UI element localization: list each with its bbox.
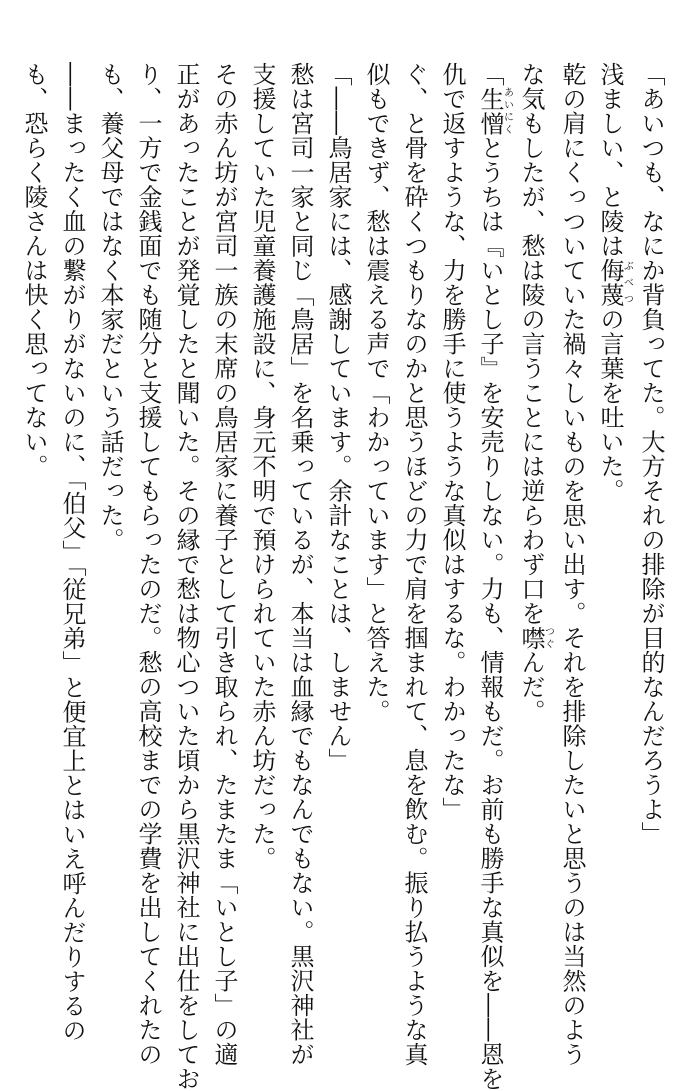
- text-segment: 「: [476, 62, 504, 87]
- text-segment: 似もできず、愁は震える声で「わかっています」と答えた。: [362, 62, 390, 724]
- text-segment: んだ。: [517, 650, 545, 724]
- text-line: [129, 62, 167, 962]
- vertical-text-body: [20, 62, 670, 962]
- text-line: [205, 62, 243, 962]
- ruby-word: [596, 258, 624, 307]
- ruby-base: 生憎: [476, 87, 504, 136]
- text-segment: とうちは『いとし子』を安売りしない。力も、情報もだ。お前も勝手な真似を――恩を: [476, 136, 504, 1091]
- ruby-annotation: つぐ: [543, 626, 554, 651]
- text-line: [395, 62, 433, 962]
- ruby-word: [476, 87, 504, 136]
- text-line: [167, 62, 205, 962]
- ruby-annotation: あいにく: [502, 87, 513, 136]
- text-segment: り、一方で金銭面でも随分と支援してもらったのだ。愁の高校までの学費を出してくれたの: [134, 62, 162, 1067]
- text-line: [433, 62, 471, 962]
- text-line: [91, 62, 129, 962]
- ruby-word: [517, 626, 545, 651]
- text-segment: 「――鳥居家には、感謝しています。余計なことは、しません」: [324, 62, 352, 773]
- ruby-base: 侮蔑: [596, 258, 624, 307]
- text-line: [632, 62, 670, 962]
- text-segment: 正があったことが発覚したと聞いた。その縁で愁は物心ついた頃から黒沢神社に出仕をしてお: [172, 62, 200, 1091]
- text-line: [357, 62, 395, 962]
- text-segment: 浅ましい、と陵は: [596, 62, 624, 258]
- text-segment: 支援していた児童養護施設に、身元不明で預けられていた赤ん坊だった。: [248, 62, 276, 871]
- text-segment: の言葉を吐いた。: [596, 307, 624, 503]
- text-segment: 「あいつも、なにか背負ってた。大方それの排除が目的なんだろうよ」: [637, 62, 665, 846]
- text-line: [471, 62, 512, 962]
- text-line: [53, 62, 91, 962]
- ruby-base: 噤: [517, 626, 545, 651]
- text-line: [591, 62, 632, 962]
- ruby-annotation: ぶべつ: [622, 258, 633, 307]
- text-segment: も、恐らく陵さんは快く思ってない。: [20, 62, 48, 479]
- text-line: [281, 62, 319, 962]
- text-segment: 愁は宮司一家と同じ「鳥居」を名乗っているが、本当は血縁でもなんでもない。黒沢神社が: [286, 62, 314, 1067]
- text-segment: ぐ、と骨を砕くつもりなのかと思うほどの力で肩を掴まれて、息を飲む。振り払うような真: [400, 62, 428, 1067]
- text-line: [243, 62, 281, 962]
- text-segment: その赤ん坊が宮司一族の末席の鳥居家に養子として引き取られ、たまたま「いとし子」の適: [210, 62, 238, 1067]
- text-segment: な気もしたが、愁は陵の言うことには逆らわず口を: [517, 62, 545, 626]
- text-segment: 仇で返すような、力を勝手に使うような真似はするな。わかったな」: [438, 62, 466, 822]
- text-line: [319, 62, 357, 962]
- text-segment: も、養父母ではなく本家だという話だった。: [96, 62, 124, 552]
- text-segment: 乾の肩にくっついていた禍々しいものを思い出す。それを排除したいと思うのは当然のよう: [558, 62, 586, 1067]
- text-segment: ――まったく血の繋がりがないのに、「伯父」「従兄弟」と便宜上とはいえ呼んだりするの: [58, 62, 86, 1043]
- text-line: [512, 62, 553, 962]
- text-line: [15, 62, 53, 962]
- text-line: [553, 62, 591, 962]
